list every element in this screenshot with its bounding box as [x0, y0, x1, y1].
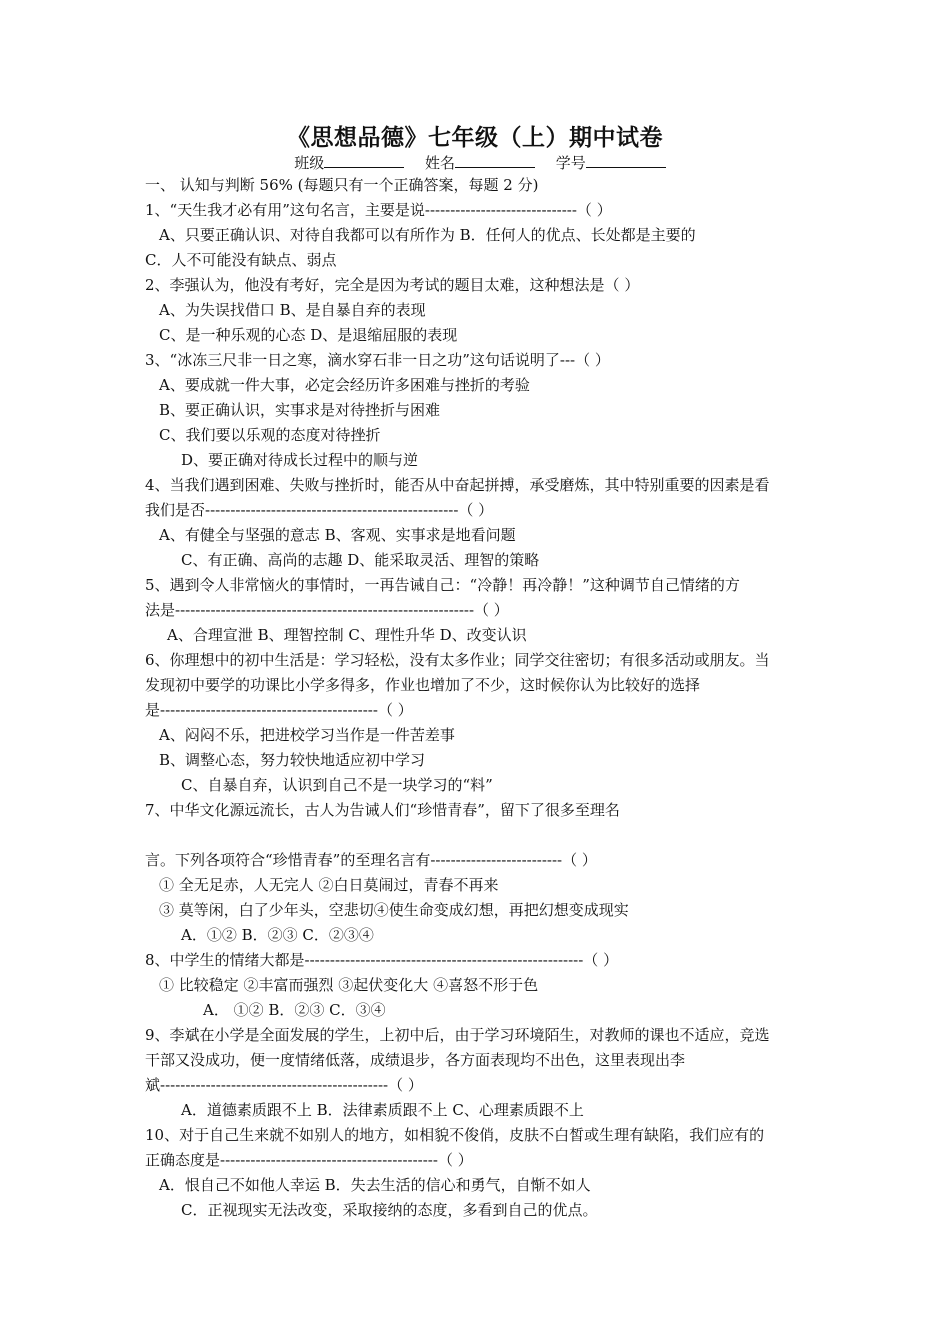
section-heading: 一、 认知与判断 56% (每题只有一个正确答案，每题 2 分) [145, 176, 539, 194]
question-3-stem: 3、“冰冻三尺非一日之寒，滴水穿石非一日之功”这句话说明了---（ ） [145, 351, 610, 369]
question-6-stem-line-3: 是-------------------------------------------（ ） [145, 701, 413, 719]
exam-content [145, 173, 807, 1223]
question-9-options: A．道德素质跟不上 B．法律素质跟不上 C、心理素质跟不上 [181, 1101, 584, 1119]
question-6-stem-line-2: 发现初中要学的功课比小学多得多，作业也增加了不少，这时候你认为比较好的选择 [145, 676, 701, 694]
question-10-stem-line-2: 正确态度是-------------------------------------------（ ） [145, 1151, 473, 1169]
question-4-stem-line-1: 4、当我们遇到困难、失败与挫折时，能否从中奋起拼搏，承受磨炼，其中特别重要的因素是看 [145, 476, 770, 494]
question-6-stem-line-1: 6、你理想中的初中生活是：学习轻松，没有太多作业；同学交往密切；有很多活动或朋友。当 [145, 651, 770, 669]
name-label: 姓名 [424, 154, 455, 172]
question-9-stem-line-3: 斌---------------------------------------------（ ） [145, 1076, 423, 1094]
question-2-stem: 2、李强认为，他没有考好，完全是因为考试的题目太难，这种想法是（ ） [145, 276, 640, 294]
question-8-stem: 8、中学生的情绪大都是-------------------------------------------------------（ ） [145, 951, 619, 969]
question-4-stem-line-2: 我们是否--------------------------------------------------（ ） [145, 501, 494, 519]
question-3-option-d: D、要正确对待成长过程中的顺与逆 [181, 451, 419, 469]
name-field [425, 153, 535, 172]
question-7-stem-line-1: 7、中华文化源远流长，古人为告诫人们“珍惜青春”，留下了很多至理名 [145, 801, 620, 819]
class-blank[interactable] [324, 153, 404, 168]
question-5-stem-line-1: 5、遇到令人非常恼火的事情时，一再告诫自己：“冷静！再冷静！”这种调节自己情绪的方 [145, 576, 740, 594]
question-8-items: ① 比较稳定 ②丰富而强烈 ③起伏变化大 ④喜怒不形于色 [159, 976, 539, 994]
question-2-options-ab: A、为失误找借口 B、是自暴自弃的表现 [159, 301, 426, 319]
number-field [556, 153, 666, 172]
number-blank[interactable] [586, 153, 666, 168]
question-1-option-c: C．人不可能没有缺点、弱点 [145, 251, 337, 269]
blank-gap [145, 823, 807, 848]
student-info-line [0, 153, 950, 172]
question-10-option-c: C．正视现实无法改变，采取接纳的态度，多看到自己的优点。 [181, 1201, 598, 1219]
class-label: 班级 [294, 154, 325, 172]
question-1-options-ab: A、只要正确认识、对待自我都可以有所作为 B．任何人的优点、长处都是主要的 [159, 226, 696, 244]
question-4-options-cd: C、有正确、高尚的志趣 D、能采取灵活、理智的策略 [181, 551, 540, 569]
question-3-option-c: C、我们要以乐观的态度对待挫折 [159, 426, 381, 444]
question-4-options-ab: A、有健全与坚强的意志 B、客观、实事求是地看问题 [159, 526, 516, 544]
question-9-stem-line-2: 干部又没成功，便一度情绪低落，成绩退步，各方面表现均不出色，这里表现出李 [145, 1051, 686, 1069]
question-1-stem: 1、“天生我才必有用”这句名言，主要是说------------------------------（ ） [145, 201, 612, 219]
question-2-options-cd: C、是一种乐观的心态 D、是退缩屈服的表现 [159, 326, 458, 344]
question-3-option-a: A、要成就一件大事，必定会经历许多困难与挫折的考验 [159, 376, 530, 394]
question-10-stem-line-1: 10、对于自己生来就不如别人的地方，如相貌不俊俏，皮肤不白皙或生理有缺陷，我们应有的 [145, 1126, 765, 1144]
question-6-option-c: C、自暴自弃，认识到自己不是一块学习的“料” [181, 776, 493, 794]
class-field [294, 153, 404, 172]
name-blank[interactable] [455, 153, 535, 168]
question-7-items-line-1: ① 全无足赤，人无完人 ②白日莫闹过，青春不再来 [159, 876, 499, 894]
question-8-options: A． ①② B．②③ C．③④ [203, 1001, 386, 1019]
question-5-options: A、合理宣泄 B、理智控制 C、理性升华 D、改变认识 [167, 626, 527, 644]
page-title: 《思想品德》七年级（上）期中试卷 [287, 124, 663, 151]
number-label: 学号 [555, 154, 586, 172]
question-6-option-b: B、调整心态，努力较快地适应初中学习 [159, 751, 426, 769]
question-7-stem-line-2: 言。下列各项符合“珍惜青春”的至理名言有--------------------------（ ） [145, 851, 597, 869]
question-7-items-line-2: ③ 莫等闲，白了少年头，空悲切④使生命变成幻想，再把幻想变成现实 [159, 901, 629, 919]
question-5-stem-line-2: 法是-----------------------------------------------------------（ ） [145, 601, 509, 619]
question-9-stem-line-1: 9、李斌在小学是全面发展的学生，上初中后，由于学习环境陌生，对教师的课也不适应，竞选 [145, 1026, 770, 1044]
question-3-option-b: B、要正确认识，实事求是对待挫折与困难 [159, 401, 441, 419]
question-10-options-ab: A．恨自己不如他人幸运 B．失去生活的信心和勇气，自惭不如人 [159, 1176, 591, 1194]
question-7-options: A．①② B．②③ C．②③④ [181, 926, 374, 944]
question-6-option-a: A、闷闷不乐，把进校学习当作是一件苦差事 [159, 726, 455, 744]
